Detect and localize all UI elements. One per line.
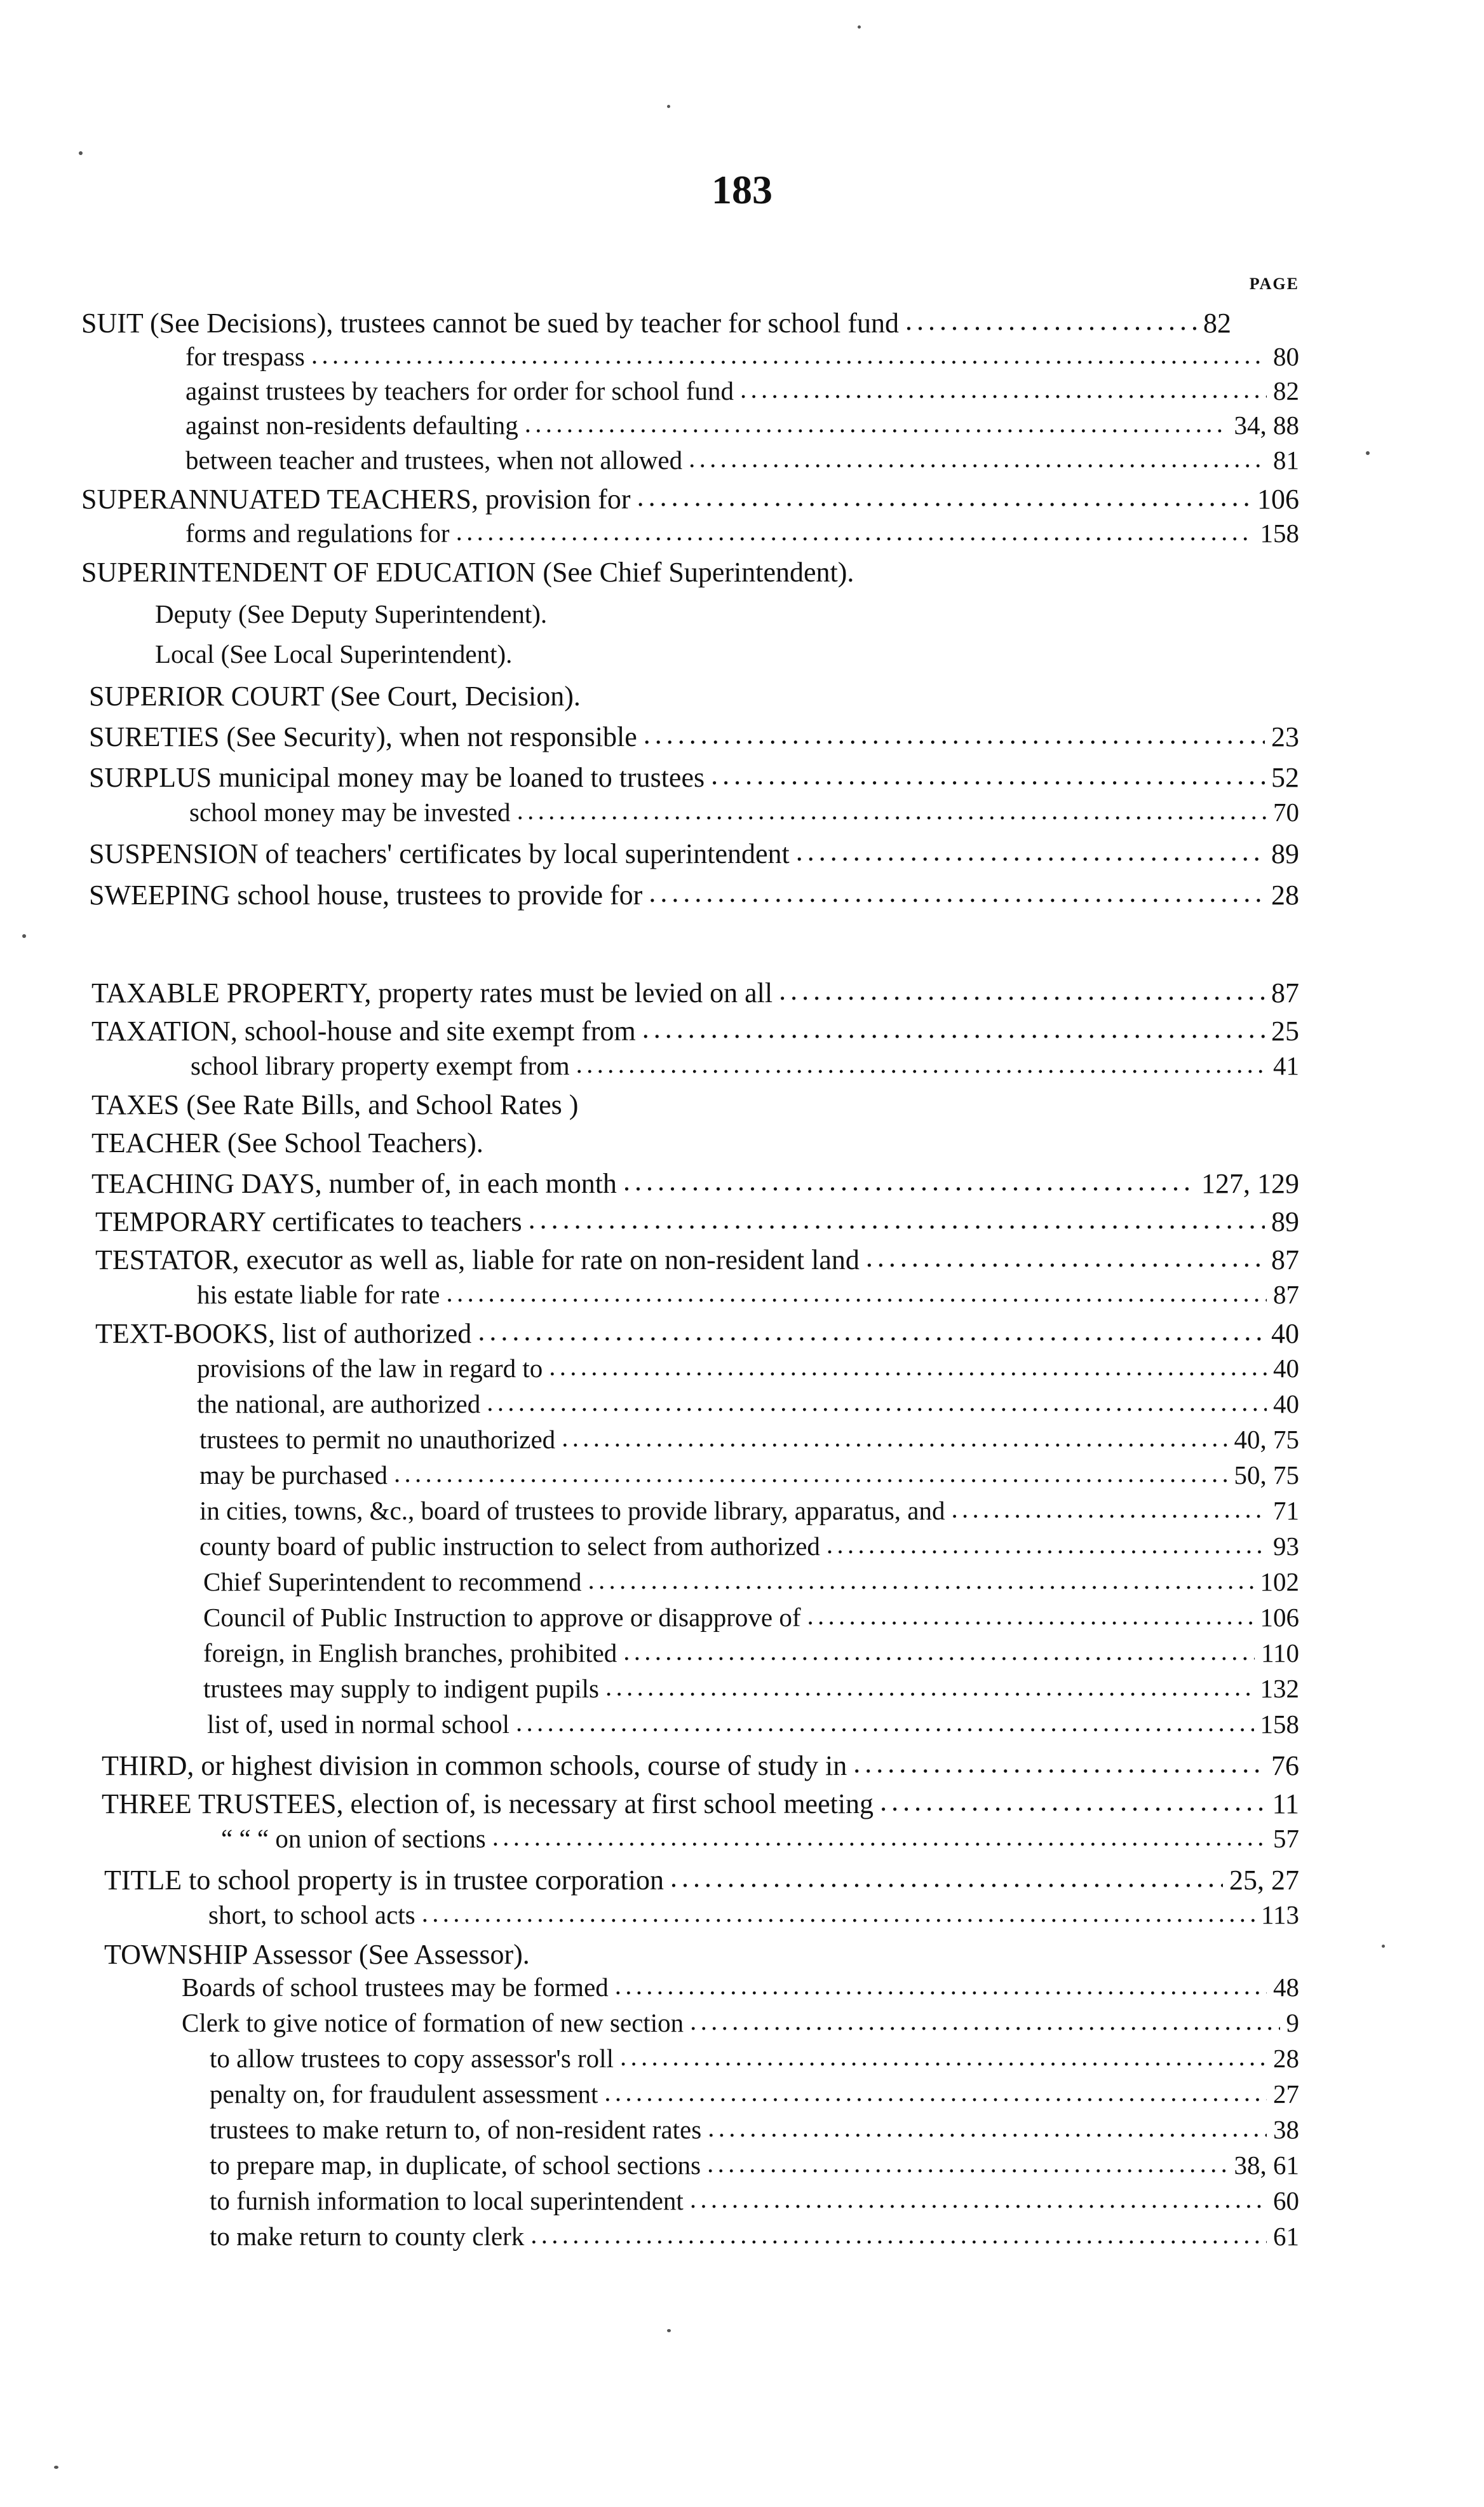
index-entry-township-boards xyxy=(182,1972,1299,2002)
entry-text: between teacher and trustees, when not allowed xyxy=(186,445,683,475)
entry-page-ref: 23 xyxy=(1271,721,1299,752)
scan-speck xyxy=(54,2466,58,2469)
entry-page-ref: 25 xyxy=(1271,1016,1299,1047)
scan-speck xyxy=(1366,451,1370,455)
entry-page-ref: 80 xyxy=(1273,342,1299,371)
entry-page-ref: 82 xyxy=(1203,308,1231,339)
entry-text: THREE TRUSTEES, election of, is necessary at first school meeting xyxy=(102,1788,874,1819)
index-entry-taxable-property xyxy=(91,977,1299,1009)
index-entry-suit-non-residents xyxy=(186,410,1299,440)
entry-text: to furnish information to local superintendent xyxy=(210,2186,684,2215)
entry-text: Boards of school trustees may be formed xyxy=(182,1973,609,2002)
entry-text: short, to school acts xyxy=(208,1900,415,1929)
index-entry-suit xyxy=(81,307,1231,339)
index-entry-tb-cities xyxy=(199,1495,1299,1526)
entry-text: to allow trustees to copy assessor's roll xyxy=(210,2044,614,2073)
entry-text: TEACHING DAYS, number of, in each month xyxy=(91,1168,617,1199)
dot-leader xyxy=(615,1972,1267,1996)
index-entry-suit-teacher-trustees xyxy=(186,445,1299,475)
entry-page-ref: 81 xyxy=(1273,445,1299,475)
scan-speck xyxy=(667,105,670,108)
entry-page-ref: 28 xyxy=(1273,2044,1299,2073)
scan-speck xyxy=(858,25,861,29)
dot-leader xyxy=(826,1531,1267,1555)
index-entry-township xyxy=(104,1938,930,1971)
dot-leader xyxy=(708,2114,1267,2138)
index-entry-tb-purchased xyxy=(199,1460,1299,1490)
dot-leader xyxy=(853,1749,1265,1775)
dot-leader xyxy=(740,376,1267,400)
entry-page-ref: 71 xyxy=(1273,1496,1299,1525)
entry-text: SUSPENSION of teachers' certificates by local superintendent xyxy=(89,838,790,869)
entry-page-ref: 28 xyxy=(1271,880,1299,911)
dot-leader xyxy=(492,1823,1267,1847)
index-entry-clerk-county xyxy=(210,2221,1299,2252)
index-entry-sweeping xyxy=(89,879,1299,911)
dot-leader xyxy=(604,2079,1267,2103)
entry-page-ref: 106 xyxy=(1260,1603,1299,1632)
index-entry-tb-normal xyxy=(207,1709,1299,1739)
index-entry-township-clerk xyxy=(182,2008,1299,2038)
dot-leader xyxy=(905,307,1197,332)
dot-leader xyxy=(690,2185,1267,2210)
entry-page-ref: 38, 61 xyxy=(1234,2150,1299,2180)
index-entry-title-short xyxy=(208,1899,1299,1930)
index-entry-superannuated xyxy=(81,483,1299,515)
index-entry-clerk-information xyxy=(210,2185,1299,2216)
index-entry-taxation-library xyxy=(191,1050,1299,1081)
dot-leader xyxy=(516,1709,1253,1733)
index-entry-testator-estate xyxy=(197,1279,1299,1310)
entry-text: “ “ “ on union of sections xyxy=(221,1824,486,1853)
dot-leader xyxy=(549,1353,1267,1377)
entry-text: against trustees by teachers for order for school fund xyxy=(186,376,734,405)
entry-page-ref: 48 xyxy=(1273,1973,1299,2002)
entry-page-ref: 40 xyxy=(1271,1318,1299,1349)
page-column-label: PAGE xyxy=(1249,275,1299,293)
dot-leader xyxy=(690,2008,1279,2032)
dot-leader xyxy=(311,341,1267,365)
index-entry-teacher xyxy=(91,1127,790,1159)
entry-page-ref: 25, 27 xyxy=(1229,1865,1299,1896)
dot-leader xyxy=(807,1602,1254,1626)
entry-page-ref: 61 xyxy=(1273,2222,1299,2251)
entry-text: TOWNSHIP Assessor (See Assessor). xyxy=(104,1939,530,1970)
entry-page-ref: 52 xyxy=(1271,762,1299,793)
entry-page-ref: 82 xyxy=(1273,376,1299,405)
entry-text: to prepare map, in duplicate, of school sections xyxy=(210,2150,701,2180)
entry-page-ref: 70 xyxy=(1273,798,1299,827)
dot-leader xyxy=(670,1864,1223,1889)
entry-page-ref: 89 xyxy=(1271,1206,1299,1237)
entry-page-ref: 34, 88 xyxy=(1234,411,1299,440)
entry-page-ref: 76 xyxy=(1271,1750,1299,1781)
dot-leader xyxy=(576,1050,1267,1075)
entry-text: school library property exempt from xyxy=(191,1051,570,1080)
dot-leader xyxy=(447,1279,1267,1303)
index-entry-three-trustees xyxy=(102,1788,1299,1820)
dot-leader xyxy=(517,797,1267,821)
entry-text: TITLE to school property is in trustee corporation xyxy=(104,1865,664,1896)
dot-leader xyxy=(562,1424,1227,1448)
entry-text: TAXABLE PROPERTY, property rates must be levied on all xyxy=(91,977,773,1009)
entry-text: penalty on, for fraudulent assessment xyxy=(210,2079,598,2109)
dot-leader xyxy=(779,977,1265,1002)
entry-text: SURPLUS municipal money may be loaned to trustees xyxy=(89,762,705,793)
entry-text: his estate liable for rate xyxy=(197,1280,440,1309)
entry-text: Clerk to give notice of formation of new section xyxy=(182,2008,684,2037)
index-entry-surplus-school-money xyxy=(189,797,1299,827)
index-entry-taxation xyxy=(91,1015,1299,1047)
dot-leader xyxy=(880,1788,1266,1813)
entry-page-ref: 57 xyxy=(1273,1824,1299,1853)
dot-leader xyxy=(649,879,1265,904)
index-entry-teaching-days xyxy=(91,1167,1299,1200)
entry-text: forms and regulations for xyxy=(186,519,450,548)
dot-leader xyxy=(478,1317,1265,1343)
entry-text: trustees may supply to indigent pupils xyxy=(203,1674,599,1703)
entry-text: TESTATOR, executor as well as, liable for rate on non-resident land xyxy=(95,1244,860,1275)
entry-text: against non-residents defaulting xyxy=(186,411,518,440)
dot-leader xyxy=(796,838,1265,863)
entry-page-ref: 93 xyxy=(1273,1532,1299,1561)
index-entry-superintendent-local xyxy=(155,639,949,669)
page-number: 183 xyxy=(712,167,772,212)
index-entry-testator xyxy=(95,1244,1299,1276)
entry-text: TEACHER (See School Teachers). xyxy=(91,1127,483,1158)
entry-text: Chief Superintendent to recommend xyxy=(203,1567,582,1596)
dot-leader xyxy=(525,410,1228,434)
dot-leader xyxy=(394,1460,1228,1484)
entry-text: may be purchased xyxy=(199,1460,388,1490)
dot-leader xyxy=(644,721,1265,746)
entry-page-ref: 11 xyxy=(1272,1788,1299,1819)
entry-page-ref: 40 xyxy=(1273,1354,1299,1383)
entry-text: TAXES (See Rate Bills, and School Rates ) xyxy=(91,1089,579,1120)
index-entry-third xyxy=(102,1749,1299,1782)
index-entry-title xyxy=(104,1864,1299,1896)
entry-text: THIRD, or highest division in common schools, course of study in xyxy=(102,1750,847,1781)
index-entry-clerk-map xyxy=(210,2150,1299,2180)
entry-page-ref: 60 xyxy=(1273,2186,1299,2215)
entry-page-ref: 106 xyxy=(1257,484,1299,515)
dot-leader xyxy=(605,1673,1254,1697)
entry-page-ref: 89 xyxy=(1271,838,1299,869)
entry-page-ref: 41 xyxy=(1273,1051,1299,1080)
entry-page-ref: 40 xyxy=(1273,1389,1299,1418)
dot-leader xyxy=(637,483,1251,508)
index-entry-superior-court xyxy=(89,680,915,712)
index-entry-taxes xyxy=(91,1089,917,1121)
entry-text: Council of Public Instruction to approve or disapprove of xyxy=(203,1603,801,1632)
index-entry-tb-no-unauthorized xyxy=(199,1424,1299,1455)
entry-text: SWEEPING school house, trustees to provide for xyxy=(89,880,643,911)
dot-leader xyxy=(623,1638,1255,1662)
entry-text: foreign, in English branches, prohibited xyxy=(203,1638,617,1668)
entry-page-ref: 87 xyxy=(1271,977,1299,1009)
entry-page-ref: 158 xyxy=(1260,519,1299,548)
entry-text: school money may be invested xyxy=(189,798,511,827)
index-entry-tb-national xyxy=(197,1389,1299,1419)
index-entry-tb-foreign xyxy=(203,1638,1299,1668)
dot-leader xyxy=(620,2043,1267,2067)
entry-page-ref: 87 xyxy=(1273,1280,1299,1309)
entry-text: the national, are authorized xyxy=(197,1389,481,1418)
dot-leader xyxy=(487,1389,1267,1413)
entry-text: provisions of the law in regard to xyxy=(197,1354,543,1383)
entry-text: TAXATION, school-house and site exempt from xyxy=(91,1016,636,1047)
dot-leader xyxy=(588,1566,1253,1591)
entry-page-ref: 38 xyxy=(1273,2115,1299,2144)
dot-leader xyxy=(529,1206,1265,1231)
entry-page-ref: 110 xyxy=(1261,1638,1299,1668)
index-entry-superintendent-deputy xyxy=(155,599,981,629)
entry-text: list of, used in normal school xyxy=(207,1709,510,1739)
index-entry-three-trustees-union xyxy=(221,1823,1299,1854)
scan-speck xyxy=(667,2329,671,2332)
entry-text: SUPERANNUATED TEACHERS, provision for xyxy=(81,484,631,515)
index-entry-tb-council xyxy=(203,1602,1299,1633)
entry-text: SUPERIOR COURT (See Court, Decision). xyxy=(89,681,581,712)
index-entry-superintendent xyxy=(81,556,1130,588)
dot-leader xyxy=(623,1167,1195,1193)
dot-leader xyxy=(530,2221,1267,2245)
entry-page-ref: 9 xyxy=(1286,2008,1299,2037)
dot-leader xyxy=(689,445,1267,469)
dot-leader xyxy=(422,1899,1255,1924)
entry-text: SUPERINTENDENT OF EDUCATION (See Chief Superintendent). xyxy=(81,557,854,588)
index-entry-suit-against-trustees xyxy=(186,376,1299,406)
index-entry-clerk-return xyxy=(210,2114,1299,2145)
index-entry-clerk-penalty xyxy=(210,2079,1299,2109)
entry-page-ref: 158 xyxy=(1260,1709,1299,1739)
entry-page-ref: 113 xyxy=(1261,1900,1299,1929)
entry-page-ref: 40, 75 xyxy=(1234,1425,1299,1454)
scan-speck xyxy=(22,934,26,938)
index-entry-temporary xyxy=(95,1206,1299,1238)
entry-page-ref: 132 xyxy=(1260,1674,1299,1703)
dot-leader xyxy=(711,761,1265,787)
index-entry-surplus xyxy=(89,761,1299,794)
dot-leader xyxy=(866,1244,1265,1269)
entry-text: trustees to permit no unauthorized xyxy=(199,1425,556,1454)
index-entry-tb-chief xyxy=(203,1566,1299,1597)
entry-text: Local (See Local Superintendent). xyxy=(155,639,513,669)
index-entry-sureties xyxy=(89,721,1299,753)
index-entry-suit-trespass xyxy=(186,341,1299,372)
entry-text: Deputy (See Deputy Superintendent). xyxy=(155,599,548,628)
entry-page-ref: 87 xyxy=(1271,1244,1299,1275)
dot-leader xyxy=(952,1495,1267,1519)
entry-page-ref: 102 xyxy=(1260,1567,1299,1596)
entry-page-ref: 127, 129 xyxy=(1201,1168,1299,1199)
scan-speck xyxy=(1382,1945,1385,1948)
dot-leader xyxy=(642,1015,1265,1040)
entry-text: TEMPORARY certificates to teachers xyxy=(95,1206,522,1237)
entry-text: county board of public instruction to select from authorized xyxy=(199,1532,820,1561)
dot-leader xyxy=(707,2150,1227,2174)
dot-leader xyxy=(456,518,1254,542)
index-entry-suspension xyxy=(89,838,1299,870)
index-entry-text-books xyxy=(95,1317,1299,1350)
index-entry-tb-provisions xyxy=(197,1353,1299,1383)
entry-text: trustees to make return to, of non-resident rates xyxy=(210,2115,702,2144)
index-entry-tb-county-board xyxy=(199,1531,1299,1561)
entry-text: TEXT-BOOKS, list of authorized xyxy=(95,1318,472,1349)
entry-text: to make return to county clerk xyxy=(210,2222,525,2251)
scan-speck xyxy=(79,151,83,155)
entry-text: SURETIES (See Security), when not responsible xyxy=(89,721,637,752)
entry-text: in cities, towns, &c., board of trustees to provide library, apparatus, and xyxy=(199,1496,945,1525)
entry-text: for trespass xyxy=(186,342,305,371)
index-entry-tb-indigent xyxy=(203,1673,1299,1704)
entry-page-ref: 50, 75 xyxy=(1234,1460,1299,1490)
entry-text: SUIT (See Decisions), trustees cannot be sued by teacher for school fund xyxy=(81,308,900,339)
index-entry-clerk-copy xyxy=(210,2043,1299,2074)
index-entry-superannuated-forms xyxy=(186,518,1299,548)
entry-page-ref: 27 xyxy=(1273,2079,1299,2109)
